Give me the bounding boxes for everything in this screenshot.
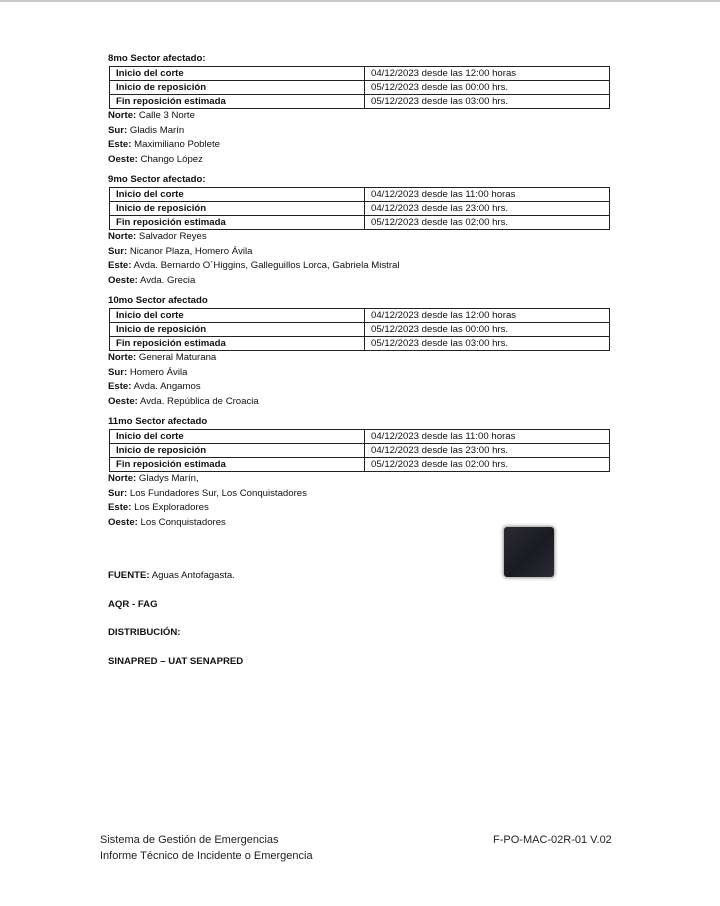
boundary-east: Este: Los Exploradores <box>108 502 209 513</box>
row-label: Inicio del corte <box>110 309 365 323</box>
boundary-north: Norte: Calle 3 Norte <box>108 110 195 121</box>
source-line: FUENTE: Aguas Antofagasta. <box>108 570 235 581</box>
table-row <box>110 216 610 230</box>
boundary-south: Sur: Nicanor Plaza, Homero Ávila <box>108 245 253 257</box>
table-row <box>110 323 610 337</box>
table-row <box>110 202 610 216</box>
row-value: 05/12/2023 desde las 00:00 hrs. <box>365 81 610 95</box>
row-label: Fin reposición estimada <box>110 458 365 472</box>
schedule-table <box>109 308 610 351</box>
table-row <box>110 458 610 472</box>
row-value: 05/12/2023 desde las 03:00 hrs. <box>365 337 610 351</box>
row-value: 04/12/2023 desde las 11:00 horas <box>365 430 610 444</box>
table-row <box>110 430 610 444</box>
boundary-north: Norte: General Maturana <box>108 352 217 363</box>
table-row <box>110 81 610 95</box>
boundary-north: Norte: Gladys Marín, <box>108 473 199 484</box>
boundary-east: Este: Avda. Angamos <box>108 381 201 392</box>
table-row <box>110 95 610 109</box>
footer-report-name: Informe Técnico de Incidente o Emergencia <box>100 850 313 862</box>
boundary-west: Oeste: Avda. República de Croacia <box>108 395 259 407</box>
footer-left <box>100 832 313 864</box>
table-row <box>110 188 610 202</box>
row-value: 04/12/2023 desde las 23:00 hrs. <box>365 444 610 458</box>
footer-system-name: Sistema de Gestión de Emergencias <box>100 834 279 846</box>
boundary-west: Oeste: Avda. Grecia <box>108 274 196 286</box>
sector-title: 11mo Sector afectado <box>108 416 208 427</box>
row-label: Inicio de reposición <box>110 323 365 337</box>
distribution-heading: DISTRIBUCIÓN: <box>108 627 181 638</box>
schedule-table <box>109 187 610 230</box>
row-label: Inicio de reposición <box>110 444 365 458</box>
row-label: Inicio del corte <box>110 188 365 202</box>
sectors-container <box>108 52 613 530</box>
sector-title: 9mo Sector afectado: <box>108 174 206 185</box>
row-value: 05/12/2023 desde las 00:00 hrs. <box>365 323 610 337</box>
table-row <box>110 309 610 323</box>
boundary-south: Sur: Homero Ávila <box>108 366 188 378</box>
row-label: Inicio de reposición <box>110 81 365 95</box>
row-value: 04/12/2023 desde las 12:00 horas <box>365 67 610 81</box>
sector-block <box>108 294 613 409</box>
sector-block <box>108 173 613 288</box>
sector-block <box>108 415 613 530</box>
row-value: 04/12/2023 desde las 11:00 horas <box>365 188 610 202</box>
row-label: Inicio del corte <box>110 67 365 81</box>
boundary-west: Oeste: Chango López <box>108 153 203 165</box>
row-value: 04/12/2023 desde las 23:00 hrs. <box>365 202 610 216</box>
schedule-table <box>109 66 610 109</box>
aqr-line: AQR - FAG <box>108 599 158 610</box>
row-label: Inicio de reposición <box>110 202 365 216</box>
table-row <box>110 67 610 81</box>
row-label: Fin reposición estimada <box>110 95 365 109</box>
row-label: Fin reposición estimada <box>110 216 365 230</box>
sector-title: 8mo Sector afectado: <box>108 53 206 64</box>
row-value: 05/12/2023 desde las 03:00 hrs. <box>365 95 610 109</box>
top-border <box>0 0 720 2</box>
table-row <box>110 337 610 351</box>
sector-title: 10mo Sector afectado <box>108 295 208 306</box>
redacted-stamp-image <box>504 527 554 577</box>
boundary-east: Este: Avda. Bernardo O´Higgins, Galleguillos Lorca, Gabriela Mistral <box>108 260 400 271</box>
boundary-north: Norte: Salvador Reyes <box>108 231 207 242</box>
row-value: 05/12/2023 desde las 02:00 hrs. <box>365 458 610 472</box>
row-label: Fin reposición estimada <box>110 337 365 351</box>
boundary-south: Sur: Gladis Marín <box>108 124 185 136</box>
row-value: 04/12/2023 desde las 12:00 horas <box>365 309 610 323</box>
row-value: 05/12/2023 desde las 02:00 hrs. <box>365 216 610 230</box>
row-label: Inicio del corte <box>110 430 365 444</box>
sector-block <box>108 52 613 167</box>
table-row <box>110 444 610 458</box>
footer-doc-code: F-PO-MAC-02R-01 V.02 <box>493 834 612 846</box>
boundary-west: Oeste: Los Conquistadores <box>108 516 226 528</box>
schedule-table <box>109 429 610 472</box>
sinapred-line: SINAPRED – UAT SENAPRED <box>108 656 244 667</box>
boundary-south: Sur: Los Fundadores Sur, Los Conquistadores <box>108 487 307 499</box>
boundary-east: Este: Maximiliano Poblete <box>108 139 220 150</box>
